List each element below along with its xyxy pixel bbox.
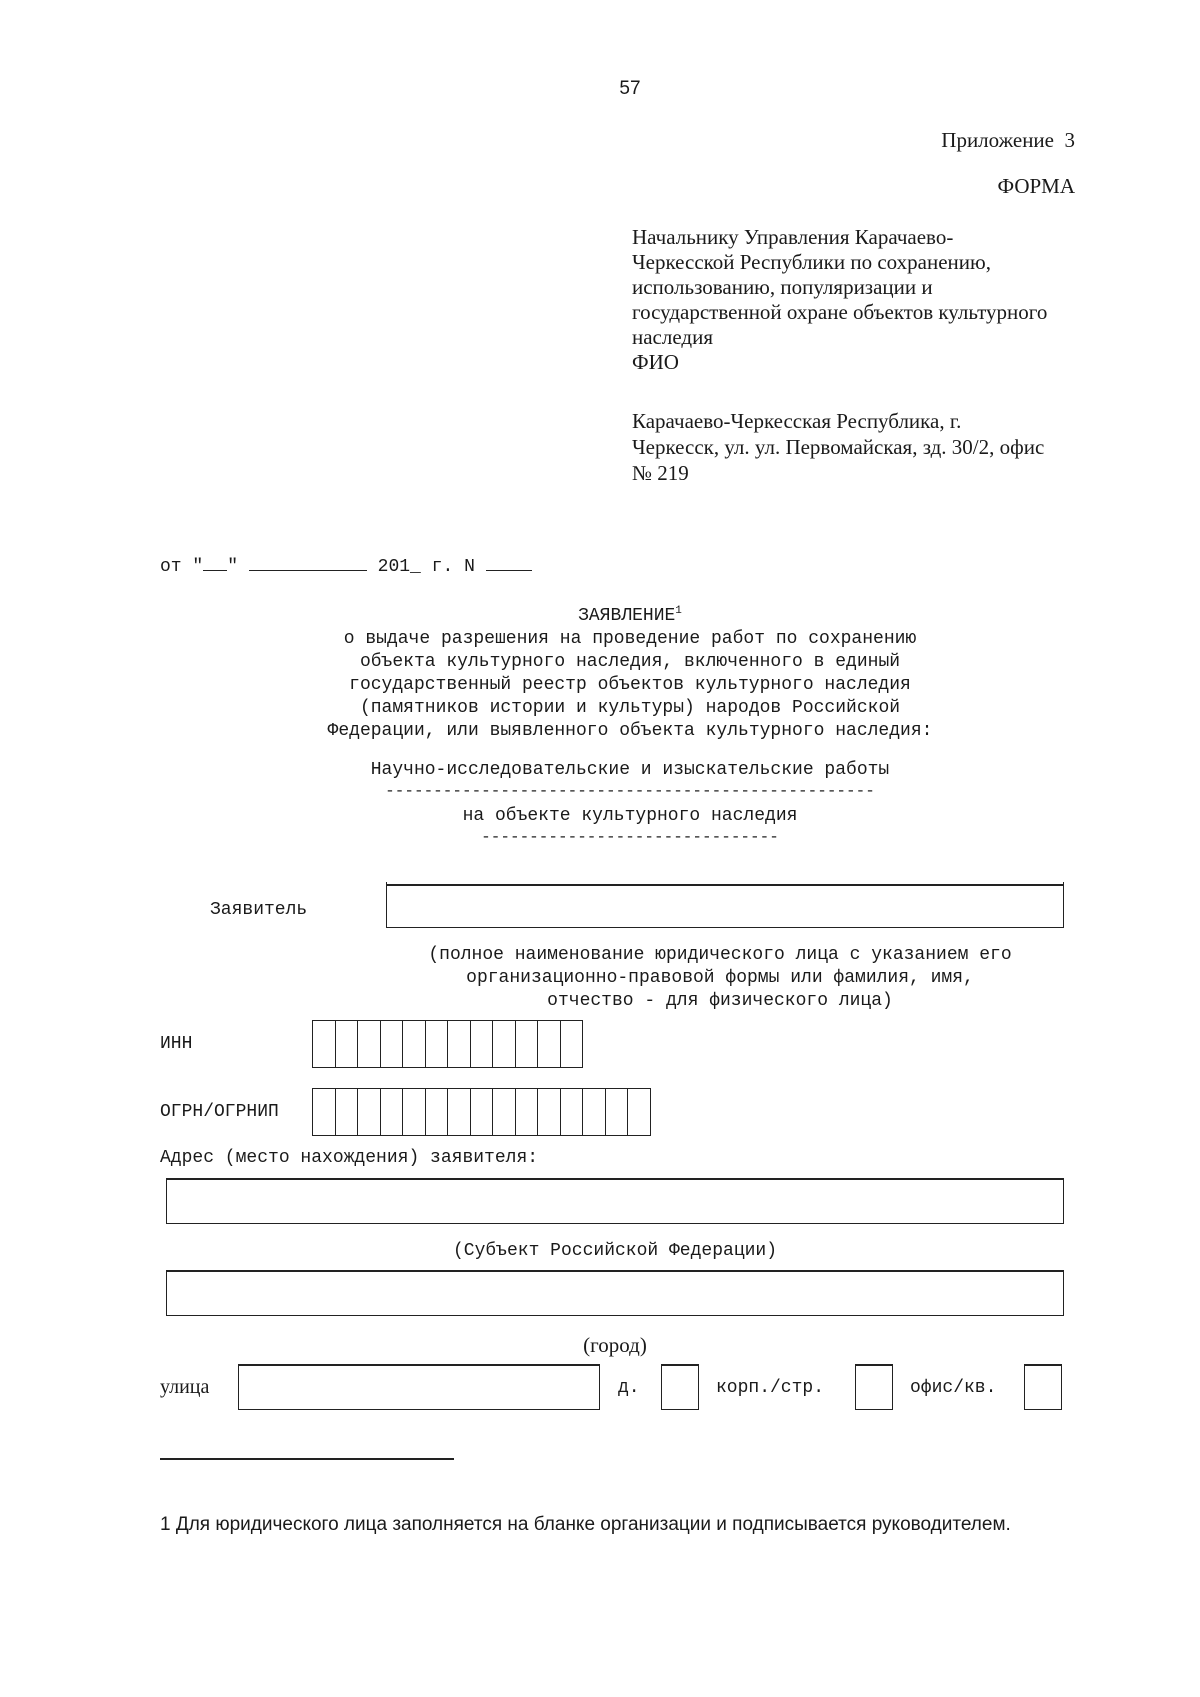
street-field[interactable]	[238, 1364, 600, 1410]
inn-digit-cell[interactable]	[471, 1021, 494, 1067]
ogrn-digit-cell[interactable]	[606, 1089, 629, 1135]
statement-line: (памятников истории и культуры) народов Российской	[359, 698, 901, 718]
ogrn-digit-cell[interactable]	[561, 1089, 584, 1135]
month-blank[interactable]	[249, 554, 367, 571]
footnote-rule	[160, 1458, 454, 1460]
inn-digit-cell[interactable]	[403, 1021, 426, 1067]
recipient-line: Начальнику Управления Карачаево-	[632, 225, 954, 249]
statement-line: объекта культурного наследия, включенного в единый	[359, 652, 901, 672]
address-line: № 219	[632, 461, 689, 485]
inn-digit-cell[interactable]	[336, 1021, 359, 1067]
ogrn-digit-cell[interactable]	[336, 1089, 359, 1135]
applicant-field[interactable]	[386, 882, 1064, 928]
house-label: д.	[618, 1378, 640, 1398]
building-label: корп./стр.	[716, 1378, 825, 1398]
inn-digit-cell[interactable]	[381, 1021, 404, 1067]
recipient-name: ФИО	[632, 350, 679, 374]
statement-title-text: ЗАЯВЛЕНИЕ	[578, 606, 676, 626]
ogrn-digit-cell[interactable]	[381, 1089, 404, 1135]
street-label: улица	[160, 1376, 210, 1398]
ogrn-cells	[312, 1088, 651, 1136]
subject-field[interactable]	[166, 1178, 1064, 1224]
ogrn-digit-cell[interactable]	[538, 1089, 561, 1135]
work-type-dashes: ---------------------------------------------------	[385, 782, 875, 800]
inn-digit-cell[interactable]	[561, 1021, 584, 1067]
inn-digit-cell[interactable]	[448, 1021, 471, 1067]
statement-line: о выдаче разрешения на проведение работ по сохранению	[343, 629, 917, 649]
inn-digit-cell[interactable]	[516, 1021, 539, 1067]
work-type: Научно-исследовательские и изыскательские работы	[370, 760, 890, 780]
building-field[interactable]	[855, 1364, 893, 1410]
city-hint: (город)	[583, 1333, 647, 1357]
work-object: на объекте культурного наследия	[462, 806, 798, 826]
office-label: офис/кв.	[910, 1378, 997, 1398]
date-quote: "	[227, 557, 239, 577]
day-blank[interactable]	[203, 554, 227, 571]
date-year: 201_ г. N	[377, 557, 475, 577]
number-blank[interactable]	[486, 554, 532, 571]
applicant-hint-line: отчество - для физического лица)	[547, 991, 893, 1011]
ogrn-digit-cell[interactable]	[493, 1089, 516, 1135]
ogrn-digit-cell[interactable]	[471, 1089, 494, 1135]
recipient-address	[632, 408, 1102, 486]
ogrn-label: ОГРН/ОГРНИП	[160, 1102, 279, 1122]
address-line: Карачаево-Черкесская Республика, г.	[632, 409, 962, 433]
applicant-hint-line: организационно-правовой формы или фамилия, имя,	[466, 968, 974, 988]
appendix-label: Приложение 3	[941, 128, 1075, 152]
recipient-line: Черкесской Республики по сохранению,	[632, 250, 991, 274]
ogrn-digit-cell[interactable]	[628, 1089, 651, 1135]
inn-label: ИНН	[160, 1034, 193, 1054]
inn-cells	[312, 1020, 583, 1068]
ogrn-digit-cell[interactable]	[516, 1089, 539, 1135]
office-field[interactable]	[1024, 1364, 1062, 1410]
date-line	[160, 554, 532, 577]
subject-hint: (Субъект Российской Федерации)	[452, 1241, 778, 1261]
recipient-line: использованию, популяризации и	[632, 275, 933, 299]
applicant-hint-line: (полное наименование юридического лица с указанием его	[428, 945, 1012, 965]
date-prefix: от "	[160, 557, 204, 577]
address-line: Черкесск, ул. ул. Первомайская, зд. 30/2, офис	[632, 435, 1045, 459]
ogrn-digit-cell[interactable]	[358, 1089, 381, 1135]
inn-digit-cell[interactable]	[313, 1021, 336, 1067]
form-label: ФОРМА	[997, 174, 1075, 198]
recipient-line: государственной охране объектов культурного	[632, 300, 1048, 324]
inn-digit-cell[interactable]	[358, 1021, 381, 1067]
ogrn-digit-cell[interactable]	[583, 1089, 606, 1135]
city-field[interactable]	[166, 1270, 1064, 1316]
address-section-label: Адрес (место нахождения) заявителя:	[160, 1148, 539, 1168]
statement-line: Федерации, или выявленного объекта культурного наследия:	[327, 721, 933, 741]
footnote-text: 1 Для юридического лица заполняется на бланке организации и подписывается руководителем.	[160, 1514, 1011, 1535]
applicant-hint	[370, 944, 1070, 1013]
ogrn-digit-cell[interactable]	[313, 1089, 336, 1135]
inn-digit-cell[interactable]	[538, 1021, 561, 1067]
statement-block	[200, 600, 1060, 743]
statement-title	[200, 600, 1060, 628]
statement-line: государственный реестр объектов культурного наследия	[349, 675, 911, 695]
ogrn-digit-cell[interactable]	[403, 1089, 426, 1135]
page-number: 57	[619, 78, 641, 99]
inn-digit-cell[interactable]	[426, 1021, 449, 1067]
recipient-line: наследия	[632, 325, 713, 349]
ogrn-digit-cell[interactable]	[426, 1089, 449, 1135]
inn-digit-cell[interactable]	[493, 1021, 516, 1067]
ogrn-digit-cell[interactable]	[448, 1089, 471, 1135]
footnote-mark: 1	[675, 605, 682, 617]
house-field[interactable]	[661, 1364, 699, 1410]
work-object-dashes: -------------------------------	[481, 828, 779, 846]
recipient-block	[632, 225, 1102, 375]
applicant-label: Заявитель	[210, 900, 308, 920]
